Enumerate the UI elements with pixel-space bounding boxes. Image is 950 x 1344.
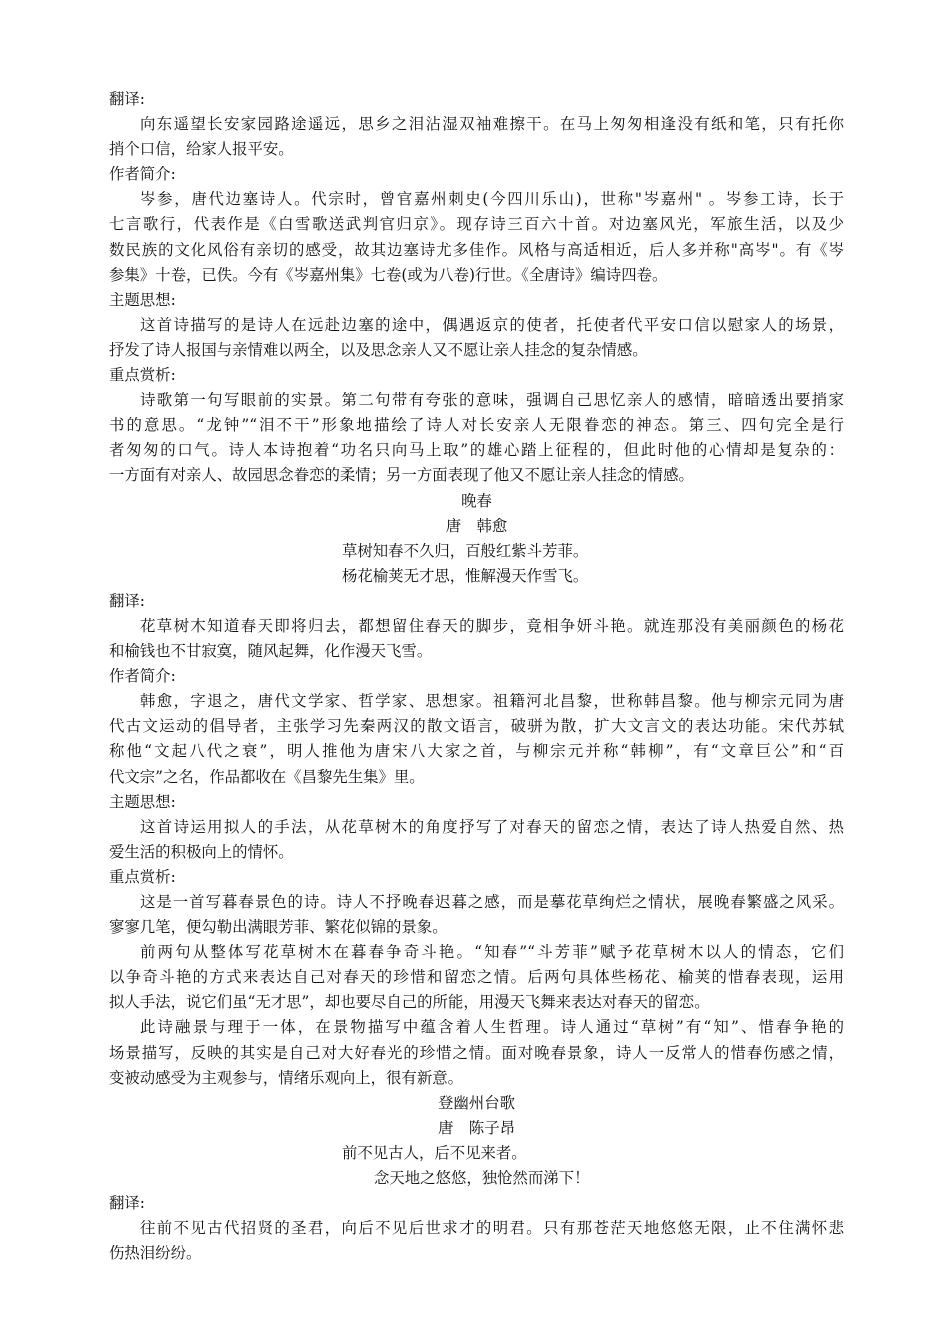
author-line: 七言歌行，代表作是《白雪歌送武判官归京》。现存诗三百六十首。对边塞风光，军旅生活，以及少 [109,215,844,234]
author-line: 称他“文起八代之衰”，明人推他为唐宋八大家之首，与柳宗元并称“韩柳”，有“文章巨公”和“百 [109,742,844,761]
author-line: 代古文运动的倡导者，主张学习先秦两汉的散文语言，破骈为散，扩大文言文的表达功能。宋代苏轼 [109,717,844,736]
analysis-line: 拟人手法，说它们虽“无才思”，却也要尽自己的所能，用漫天飞舞来表达对春天的留恋。 [109,993,710,1012]
theme-line: 这首诗描写的是诗人在远赴边塞的途中，偶遇返京的使者，托使者代平安口信以慰家人的场景， [140,315,844,334]
poem-line: 杨花榆荚无才思，惟解漫天作雪飞。 [342,566,589,585]
analysis-line: 这是一首写暮春景色的诗。诗人不抒晚春迟暮之感，而是摹花草绚烂之情状，展晚春繁盛之风采。 [140,893,844,911]
translation-line: 花草树木知道春天即将归去，都想留住春天的脚步，竟相争妍斗艳。就连那没有美丽颜色的杨花 [140,616,844,635]
analysis-line: 变被动感受为主观参与，情绪乐观向上，很有新意。 [109,1068,463,1087]
translation-label: 翻译: [109,591,145,610]
translation-line: 往前不见古代招贤的圣君，向后不见后世求才的明君。只有那苍茫天地悠悠无限，止不住满怀悲 [140,1219,844,1238]
translation-line: 向东遥望长安家园路途遥远，思乡之泪沾湿双袖难擦干。在马上匆匆相逢没有纸和笔，只有托你 [140,115,844,134]
document-page [109,87,844,1266]
analysis-line: 场景描写，反映的其实是自己对大好春光的珍惜之情。面对晚春景象，诗人一反常人的惜春伤感之情， [109,1043,844,1062]
analysis-line: 以争奇斗艳的方式来表达自己对春天的珍惜和留恋之情。后两句具体些杨花、榆荚的惜春表现，运用 [109,968,844,987]
theme-line: 抒发了诗人报国与亲情难以两全，以及思念亲人又不愿让亲人挂念的复杂情感。 [109,340,648,359]
analysis-label: 重点赏析: [109,867,176,886]
author-line: 韩愈，字退之，唐代文学家、哲学家、思想家。祖籍河北昌黎，世称韩昌黎。他与柳宗元同为唐 [140,692,844,711]
author-label: 作者简介: [109,667,176,686]
translation-label: 翻译: [109,90,145,108]
author-line: 数民族的文化风俗有亲切的感受，故其边塞诗尤多佳作。风格与高适相近，后人多并称"高岑"。有《岑 [109,240,844,259]
translation-line: 伤热泪纷纷。 [109,1244,202,1263]
author-label: 作者简介: [109,165,176,184]
poem-line: 前不见古人，后不见来者。 [342,1143,527,1162]
translation-line: 和榆钱也不甘寂寞，随风起舞，化作漫天飞雪。 [109,642,433,661]
analysis-line: 寥寥几笔，便勾勒出满眼芳菲、繁花似锦的景象。 [109,918,448,937]
poem-line: 念天地之悠悠，独怆然而涕下！ [374,1169,590,1188]
analysis-line: 书的意思。“龙钟”“泪不干”形象地描绘了诗人对长安亲人无限眷恋的神态。第三、四句完全是行 [109,416,844,435]
analysis-line: 此诗融景与理于一体，在景物描写中蕴含着人生哲理。诗人通过“草树”有“知”、惜春争艳的 [140,1018,844,1037]
translation-line: 捎个口信，给家人报平安。 [109,140,294,159]
author-line: 参集》十卷，已佚。今有《岑嘉州集》七卷(或为八卷)行世。《全唐诗》编诗四卷。 [109,265,668,284]
theme-line: 这首诗运用拟人的手法，从花草树木的角度抒写了对春天的留恋之情，表达了诗人热爱自然、热 [140,817,844,836]
theme-label: 主题思想: [109,290,176,309]
analysis-line: 诗歌第一句写眼前的实景。第二句带有夸张的意味，强调自己思忆亲人的感情，暗暗透出要捎家 [140,391,844,410]
analysis-line: 一方面有对亲人、故园思念眷恋的柔情；另一方面表现了他又不愿让亲人挂念的情感。 [109,466,694,485]
author-line: 代文宗”之名，作品都收在《昌黎先生集》里。 [109,767,425,786]
author-line: 岑参，唐代边塞诗人。代宗时，曾官嘉州刺史(今四川乐山)，世称"岑嘉州" 。岑参工诗，长于 [140,190,844,209]
poem-title: 晚春 [461,491,492,510]
analysis-line: 者匆匆的口气。诗人本诗抱着“功名只向马上取”的雄心踏上征程的，但此时他的心情却是复杂的： [109,441,844,460]
translation-label: 翻译: [109,1194,145,1213]
poem-line: 草树知春不久归，百般红紫斗芳菲。 [342,541,589,560]
analysis-line: 前两句从整体写花草树木在暮春争奇斗艳。“知春”“斗芳菲”赋予花草树木以人的情态，它们 [140,943,844,962]
poem-author: 唐 韩愈 [445,516,508,535]
poem-author: 唐 陈子昂 [438,1118,515,1137]
analysis-label: 重点赏析: [109,366,176,385]
theme-line: 爱生活的积极向上的情怀。 [109,842,294,861]
theme-label: 主题思想: [109,792,176,811]
poem-title: 登幽州台歌 [438,1093,515,1112]
